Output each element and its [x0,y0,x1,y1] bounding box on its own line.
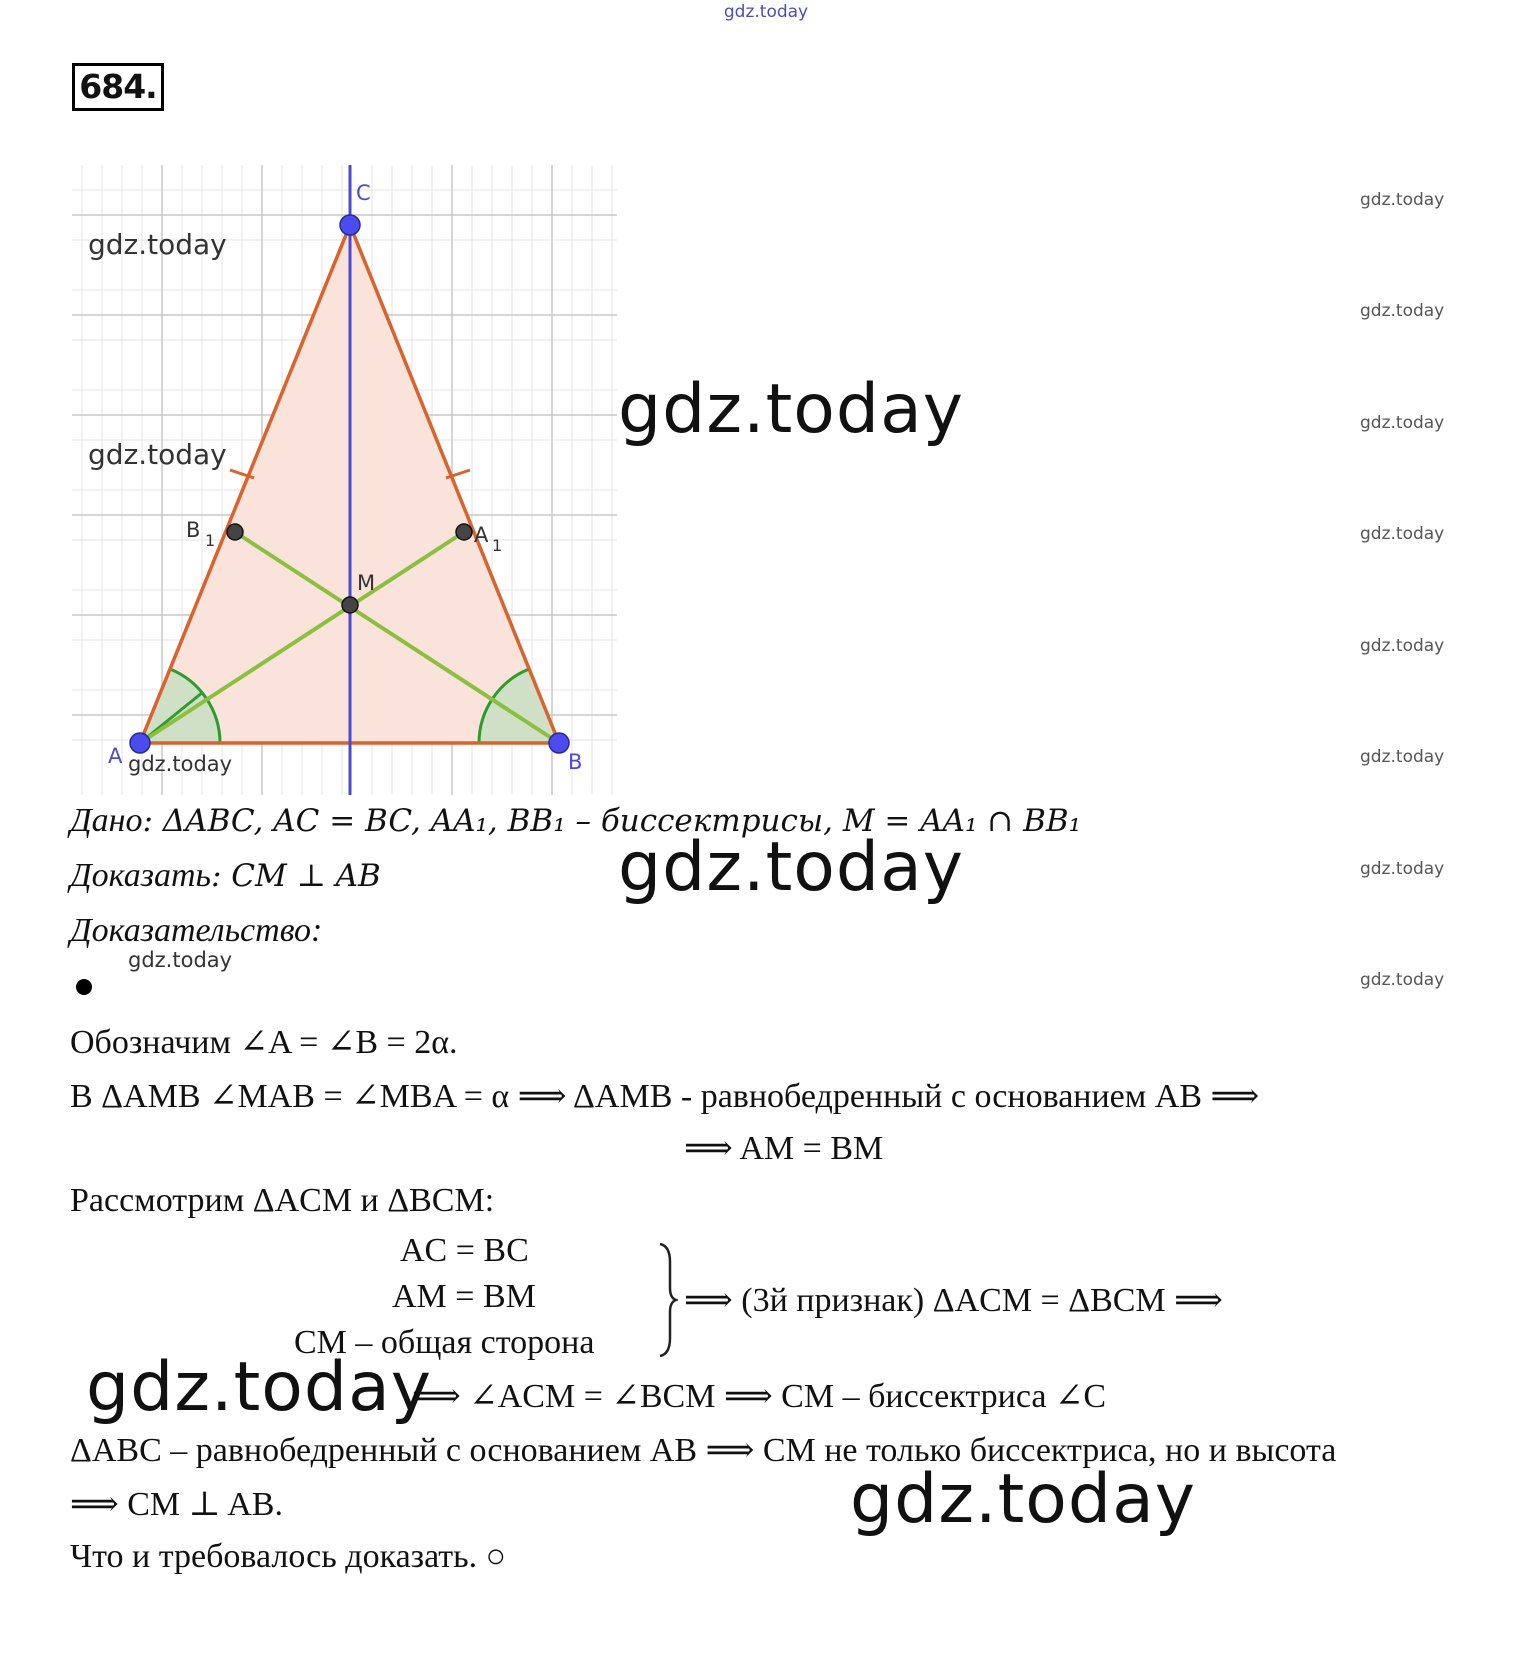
label-c: C [356,181,371,205]
side-watermark-2: gdz.today [1360,301,1445,321]
label-m: M [357,571,376,595]
side-watermark-8: gdz.today [1360,970,1445,990]
proof-label: Доказательство: [70,912,323,949]
proof-line-8: Что и требовалось доказать. ○ [70,1538,507,1575]
task-number: 684. [72,63,164,111]
proof-line-6: ΔABC – равнобедренный с основанием AB ⟹ CM не только биссектриса, но и высота [70,1432,1337,1469]
watermark-fig-1: gdz.today [88,228,227,261]
label-b1: B [186,518,201,542]
big-watermark-3: gdz.today [86,1348,432,1427]
label-a1-sub: 1 [492,536,503,555]
bullet-point [76,979,92,995]
label-b: B [568,750,583,774]
to-prove-label: Доказать [70,857,211,894]
watermark-proof: gdz.today [128,948,233,972]
proof-line-4: Рассмотрим ΔACM и ΔBCM: [70,1182,495,1219]
point-c [340,215,360,235]
proof-line-3: ⟹ AM = BM [684,1130,884,1167]
label-a1: A [474,523,489,547]
side-watermark-3: gdz.today [1360,413,1445,433]
point-a [130,733,150,753]
point-m [342,597,358,613]
to-prove-math: : CM ⊥ AB [210,858,381,894]
side-watermark-6: gdz.today [1360,747,1445,767]
system-brace [656,1240,678,1360]
side-watermark-1: gdz.today [1360,190,1445,210]
to-prove-line [70,857,381,895]
point-b [549,733,569,753]
watermark-fig-2: gdz.today [88,438,227,471]
side-watermark-4: gdz.today [1360,524,1445,544]
system-line-3: CM – общая сторона [294,1324,595,1361]
proof-line-5: ⟹ ∠ACM = ∠BCM ⟹ CM – биссектриса ∠C [412,1378,1107,1415]
given-math: : ΔABC, AC = BC, AA₁, BB₁ – биссектрисы, M = AA₁ ∩ BB₁ [142,803,1082,839]
point-a1 [456,524,472,540]
big-watermark-1: gdz.today [618,370,964,449]
top-watermark: gdz.today [723,2,809,22]
proof-line-2: В ΔAMB ∠MAB = ∠MBA = α ⟹ ΔAMB - равнобедренный с основанием AB ⟹ [70,1078,1260,1115]
label-a: A [108,744,123,768]
system-result: ⟹ (3й признак) ΔACM = ΔBCM ⟹ [684,1282,1223,1319]
given-line [70,802,1081,840]
side-watermark-5: gdz.today [1360,636,1445,656]
system-line-1: AC = BC [400,1232,529,1269]
big-watermark-4: gdz.today [850,1460,1196,1539]
label-b1-sub: 1 [205,531,216,550]
side-watermark-7: gdz.today [1360,859,1445,879]
watermark-fig-3: gdz.today [128,752,233,776]
proof-line-1: Обозначим ∠A = ∠B = 2α. [70,1024,458,1061]
big-watermark-2: gdz.today [618,828,964,907]
point-b1 [227,524,243,540]
proof-line-7: ⟹ CM ⊥ AB. [70,1486,283,1523]
system-line-2: AM = BM [392,1278,536,1315]
given-label: Дано [70,802,143,839]
